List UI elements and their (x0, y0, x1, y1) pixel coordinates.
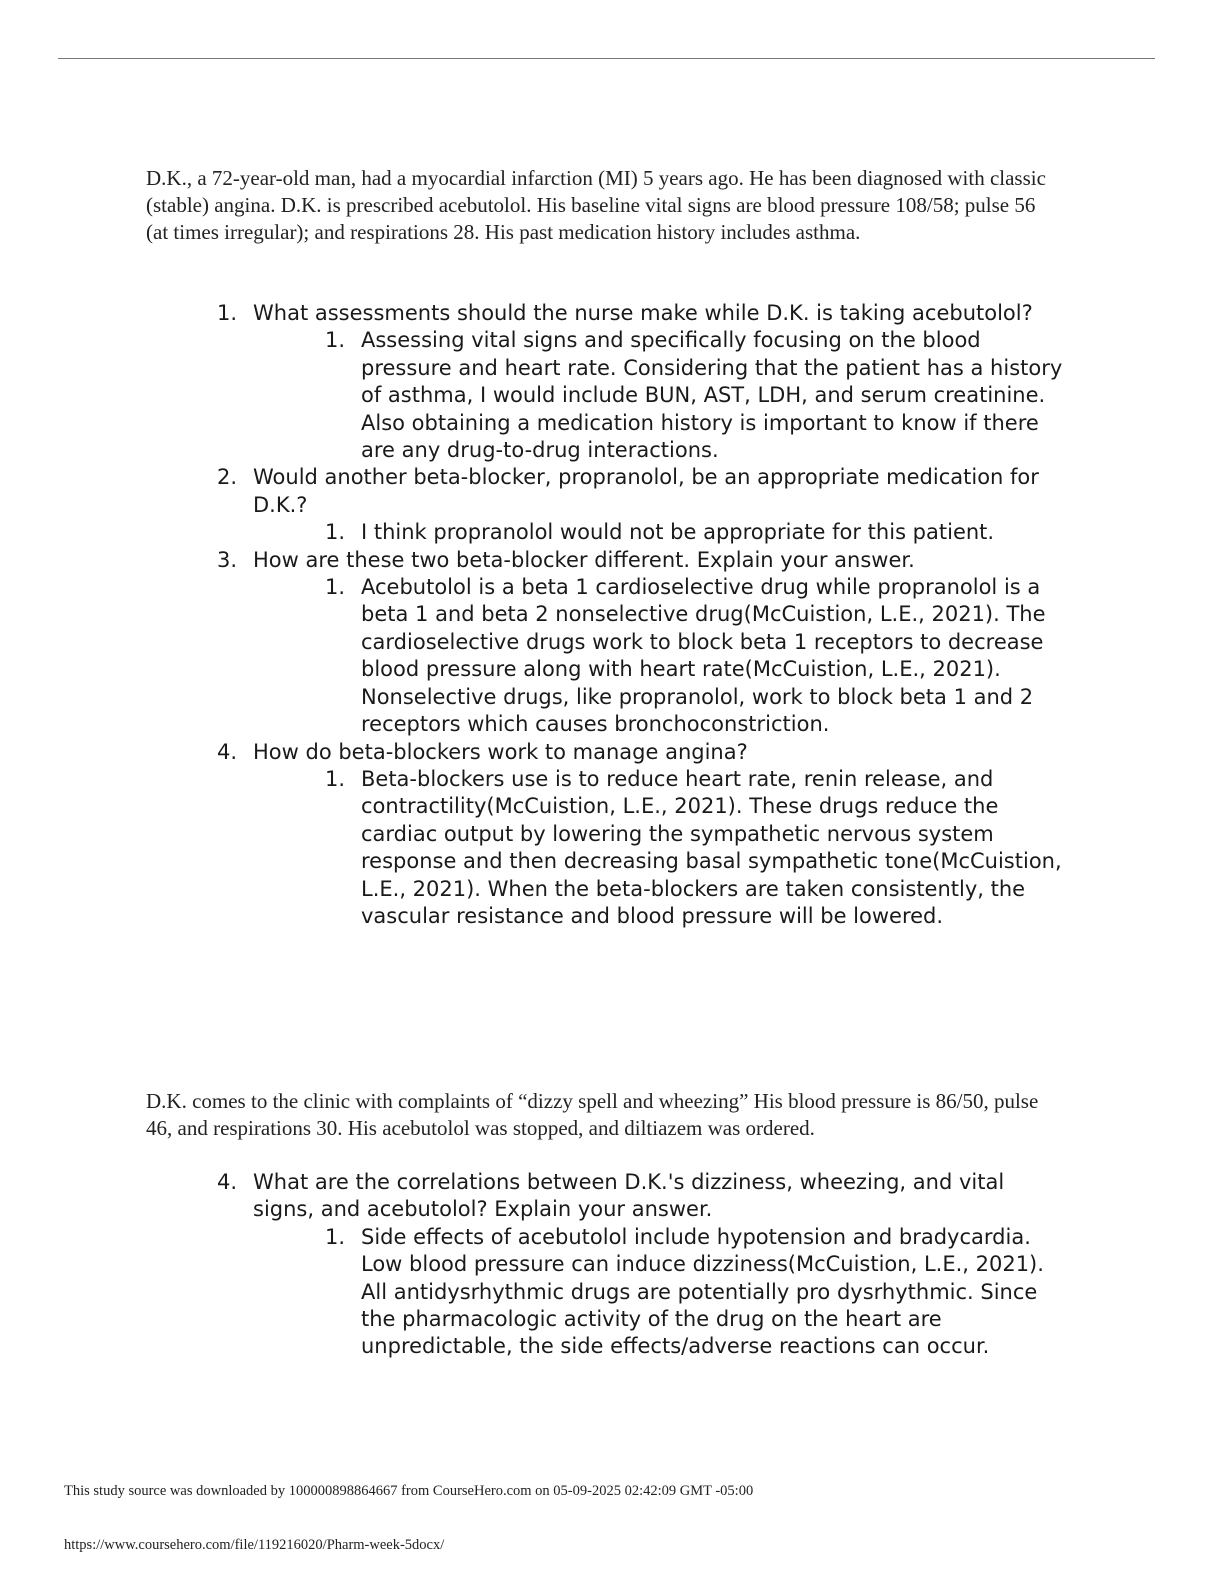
case-followup-paragraph: D.K. comes to the clinic with complaints of “dizzy spell and wheezing” His blood pressure is 86/50, pulse 46, and respirations 30. His acebutolol was stopped, and diltiazem was ordered. (146, 1089, 1039, 1140)
question-number: 4. (217, 1170, 238, 1194)
answer-text: Assessing vital signs and specifically focusing on the blood pressure and heart rate. Considering that the patient has a history of asthma, I would include BUN, AST, LDH, and serum creatinine. Also obtaining a medication history is important to know if there are any drug-to-drug interactions. (361, 328, 1063, 463)
answer-text: Side effects of acebutolol include hypotension and bradycardia. Low blood pressure can induce dizziness(McCuistion, L.E., 2021). All antidysrhythmic drugs are potentially pro dysrhythmic. Since the pharmacologic activity of the drug on the heart are unpredictable, the side effects/adverse reactions can occur. (361, 1224, 1044, 1359)
answer-text: Beta-blockers use is to reduce heart rate, renin release, and contractility(McCuistion, L.E., 2021). These drugs reduce the cardiac output by lowering the sympathetic nervous system response and then decreasing basal sympathetic tone(McCuistion, L.E., 2021). When the beta-blockers are taken consistently, the vascular resistance and blood pressure will be lowered. (361, 766, 1062, 928)
question-list-2 (217, 1169, 1067, 1361)
question-item (217, 300, 1067, 464)
case-intro-paragraph: D.K., a 72-year-old man, had a myocardial infarction (MI) 5 years ago. He has been diagnosed with classic (stable) angina. D.K. is prescribed acebutolol. His baseline vital signs are blood pressure 108/58; pulse 56 (at times irregular); and respirations 28. His past medication history includes asthma. (146, 166, 1046, 244)
question-item (217, 464, 1067, 546)
question-list-1 (217, 300, 1067, 930)
top-rule (58, 58, 1155, 59)
question-number: 4. (217, 739, 238, 764)
answer (217, 327, 1067, 464)
answer-number: 1. (325, 328, 346, 353)
question-text: Would another beta-blocker, propranolol, be an appropriate medication for D.K.? (253, 465, 1039, 517)
question-item (217, 739, 1067, 931)
answer (217, 766, 1067, 930)
answer-number: 1. (325, 766, 346, 791)
answer-text: I think propranolol would not be appropriate for this patient. (361, 520, 995, 545)
download-note: This study source was downloaded by 100000898864667 from CourseHero.com on 05-09-2025 02:42:09 GMT -05:00 (64, 1483, 754, 1499)
answer-number: 1. (325, 1224, 346, 1249)
question-text: How do beta-blockers work to manage angina? (253, 739, 748, 764)
answer (217, 519, 1067, 546)
question-number: 1. (217, 301, 238, 325)
question-text: How are these two beta-blocker different. Explain your answer. (253, 547, 915, 572)
answer (217, 574, 1067, 738)
question-item (217, 547, 1067, 739)
answer-number: 1. (325, 520, 346, 545)
question (217, 464, 1067, 519)
question (217, 547, 1067, 574)
question-text: What assessments should the nurse make while D.K. is taking acebutolol? (253, 301, 1033, 325)
question-number: 3. (217, 547, 238, 572)
answer-number: 1. (325, 575, 346, 600)
answer (217, 1224, 1067, 1361)
question (217, 300, 1067, 327)
answer-text: Acebutolol is a beta 1 cardioselective drug while propranolol is a beta 1 and beta 2 nonselective drug(McCuistion, L.E., 2021). The cardioselective drugs work to block beta 1 receptors to decrease blood pressure along with heart rate(McCuistion, L.E., 2021). Nonselective drugs, like propranolol, work to block beta 1 and 2 receptors which causes bronchoconstriction. (361, 575, 1046, 737)
question-number: 2. (217, 465, 238, 490)
question (217, 1169, 1067, 1224)
source-url[interactable]: https://www.coursehero.com/file/119216020/Pharm-week-5docx/ (64, 1537, 445, 1553)
question-text: What are the correlations between D.K.'s dizziness, wheezing, and vital signs, and acebutolol? Explain your answer. (253, 1170, 1005, 1222)
question (217, 739, 1067, 766)
question-item (217, 1169, 1067, 1361)
